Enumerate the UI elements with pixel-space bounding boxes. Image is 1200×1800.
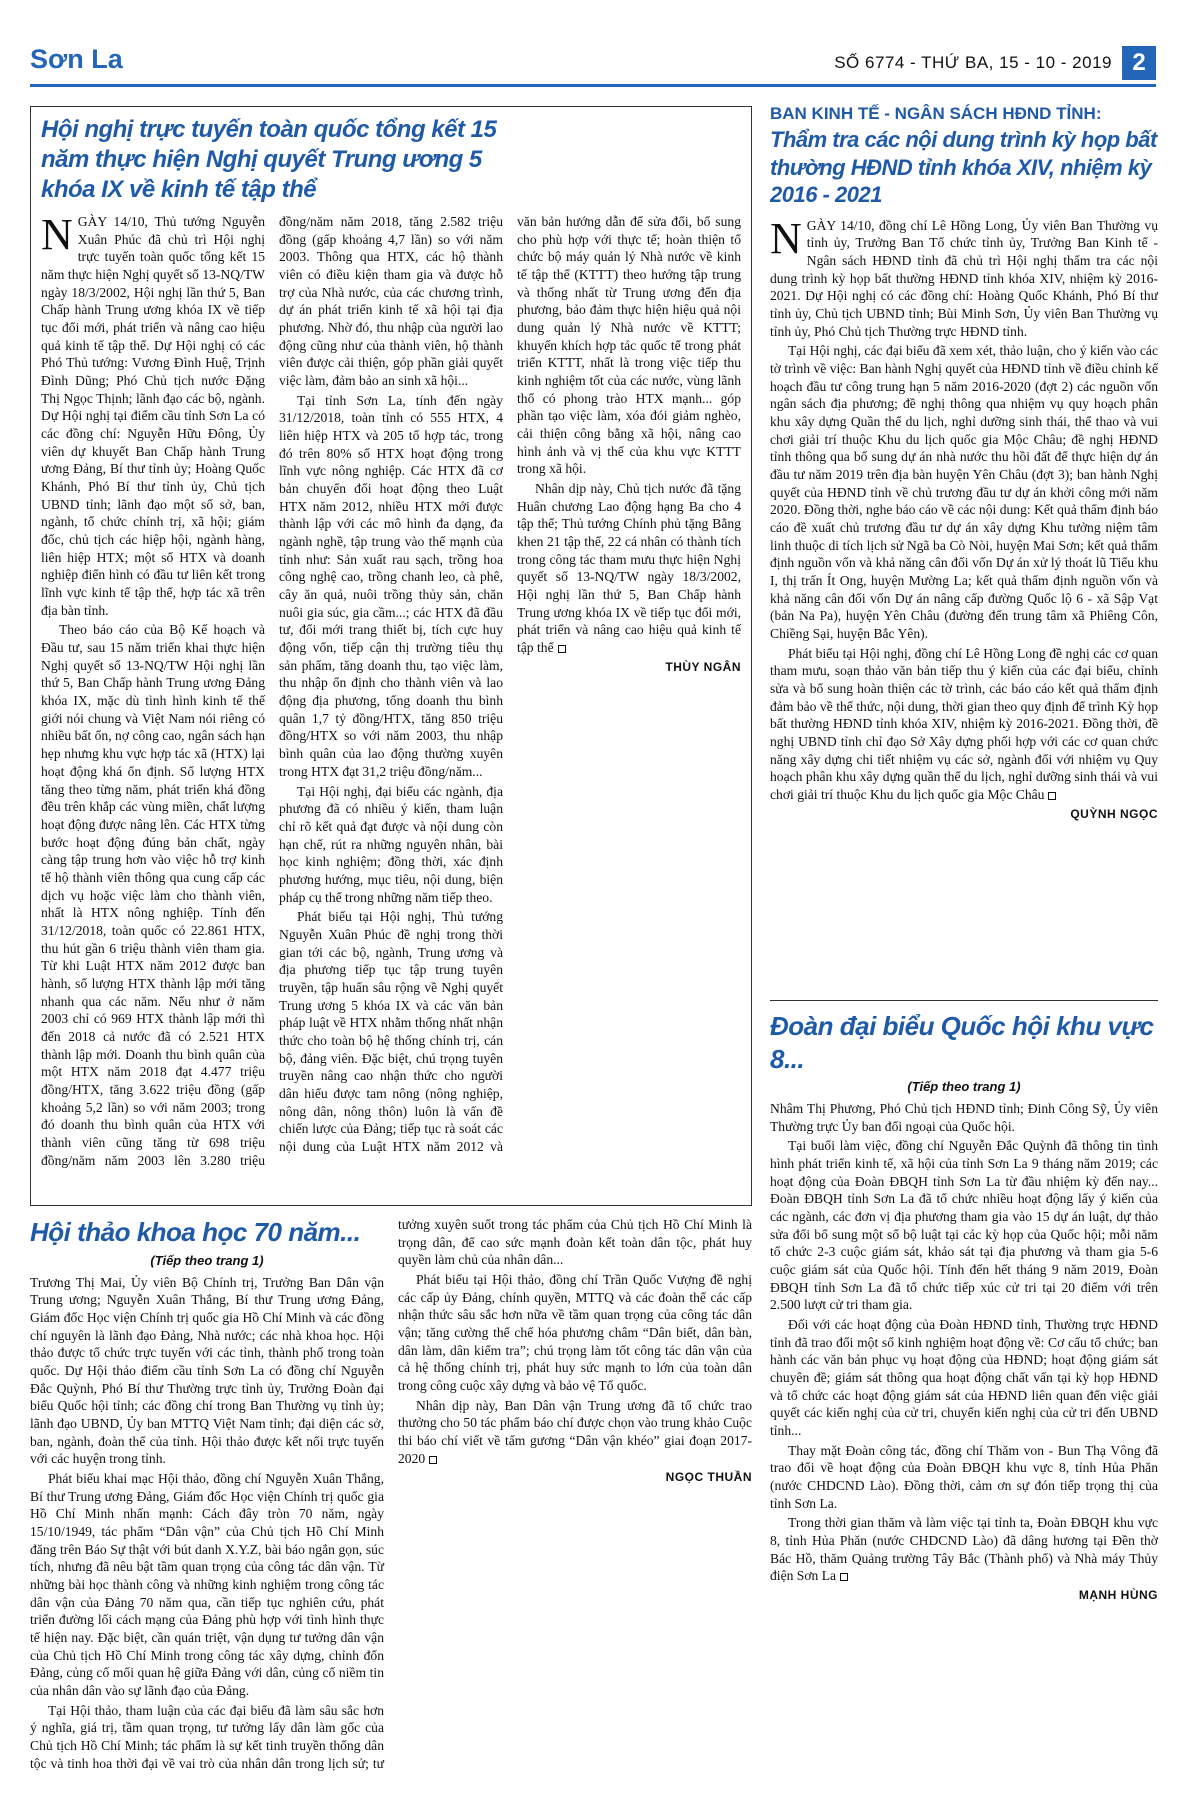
article-hdnd-body xyxy=(770,213,1158,821)
section-name: Sơn La xyxy=(30,44,123,74)
article-ktt-paragraph: Tại Hội nghị, đại biểu các ngành, địa phương đã có nhiều ý kiến, tham luận chỉ rõ kết quả đạt được và nội dung còn hạn chế, rút ra những nguyên nhân, bài học kinh nghiệm; đồng thời, xác định phương hướng, mục tiêu, nội dung, biện pháp cụ thể trong những năm tiếp theo. xyxy=(279,783,503,905)
masthead xyxy=(30,44,1156,90)
article-ktt-body xyxy=(41,210,741,1173)
article-dbqh-paragraph: Đối với các hoạt động của Đoàn HĐND tỉnh, Thường trực HĐND tỉnh đã trao đổi một số kinh nghiệm hoạt động về: Cơ cấu tổ chức; ban hành các văn bản phục vụ hoạt động của HĐND; hoạt động giám sát chuyên đề; giám sát thông qua hoạt động chất vấn tại kỳ họp HĐND và tổ chức các hoạt động giám sát của HĐND liên quan đến việc giải quyết các kiến nghị của cử tri, chuyển kiến nghị của cử tri đến UBND tỉnh... xyxy=(770,1317,1158,1439)
dropcap: N xyxy=(770,213,802,263)
masthead-rule xyxy=(30,84,1156,87)
article-dan-van-body xyxy=(30,1216,752,1776)
article-dbqh-paragraph: Thay mặt Đoàn công tác, đồng chí Thăm von - Bun Thạ Vông đã trao đổi về hoạt động của Đoàn ĐBQH khu vực 8, tỉnh Hủa Phăn (nước CHDCND Lào). Đồng thời, cảm ơn sự đón tiếp trọng thị của tỉnh Sơn La. xyxy=(770,1442,1158,1511)
article-ktt xyxy=(30,106,752,1206)
article-dan-van-paragraph: Trương Thị Mai, Ủy viên Bộ Chính trị, Trưởng Ban Dân vận Trung ương; Nguyễn Xuân Thắng, Bí thư Trung ương Đảng, Giám đốc Học viện Chính trị quốc gia Hồ Chí Minh và các đồng chí nguyên là lãnh đạo Đảng, Nhà nước; các nhà khoa học. Hội thảo được tổ chức trực tuyến với các tỉnh, thành phố trong toàn quốc. Dự Hội thảo điểm cầu tỉnh Sơn La có đồng chí Nguyễn Đắc Quỳnh, Phó Bí thư Thường trực tỉnh ủy, Trưởng Đoàn đại biểu Quốc hội tỉnh; các đồng chí trong Ban Thường vụ tỉnh ủy; lãnh đạo UBND, Ủy ban MTTQ Việt Nam tỉnh; đại diện các sở, ban, ngành, đoàn thể của tỉnh. Hội thảo được kết nối trực tuyến với các huyện trong tỉnh. xyxy=(30,1274,384,1467)
article-dbqh-headline: Đoàn đại biểu Quốc hội khu vực 8... xyxy=(770,1011,1154,1074)
issue-info xyxy=(834,46,1156,80)
article-hdnd-paragraph: NGÀY 14/10, đồng chí Lê Hồng Long, Ủy viên Ban Thường vụ tỉnh ủy, Trưởng Ban Tổ chức tỉnh ủy, Trưởng Ban Kinh tế - Ngân sách HĐND tỉnh đã chủ trì Hội nghị thẩm tra các nội dung trình kỳ họp bất thường HĐND tỉnh khóa XIV, nhiệm kỳ 2016-2021. Dự Hội nghị có các đồng chí: Hoàng Quốc Khánh, Phó Bí thư tỉnh ủy, Chủ tịch UBND tỉnh; Bùi Minh Sơn, Ủy viên Ban Thường vụ tỉnh ủy, Phó Chủ tịch Thường trực HĐND tỉnh. xyxy=(770,213,1158,339)
divider xyxy=(770,1000,1158,1001)
article-dan-van-headline: Hội thảo khoa học 70 năm... xyxy=(30,1217,361,1247)
continued-note: (Tiếp theo trang 1) xyxy=(150,1252,264,1268)
article-dbqh-paragraph: Tại buổi làm việc, đồng chí Nguyễn Đắc Quỳnh đã thông tin tình hình phát triển kinh tế, xã hội của tỉnh Sơn La 9 tháng năm 2019; các hoạt động của Đoàn ĐBQH tỉnh Sơn La từ đầu nhiệm kỳ đến nay... Đoàn ĐBQH tỉnh Sơn La đã tổ chức nhiều hoạt động lấy ý kiến của các ngành, các đơn vị địa phương tham gia vào 15 dự án luật, dự thảo sửa đổi bổ sung một số bộ luật tại các kỳ họp của Quốc hội; mỗi năm tổ chức 2-3 cuộc giám sát, khảo sát tại địa phương và tham gia 5-6 cuộc giám sát của Quốc hội. Tính đến hết tháng 9 năm 2019, Đoàn ĐBQH tỉnh Sơn La đã tổ chức tiếp xúc cử tri tại 20 điểm với trên 2.500 lượt cử tri tham gia. xyxy=(770,1138,1158,1313)
end-mark-icon xyxy=(429,1456,437,1464)
article-hdnd xyxy=(770,104,1158,1004)
article-dan-van-paragraph: Phát biểu khai mạc Hội thảo, đồng chí Nguyễn Xuân Thắng, Bí thư Trung ương Đảng, Giám đốc Học viện Chính trị quốc gia Hồ Chí Minh nhấn mạnh: Cách đây tròn 70 năm, ngày 15/10/1949, tác phẩm “Dân vận” của Chủ tịch Hồ Chí Minh đăng trên Báo Sự thật với bút danh X.Y.Z, bài báo ngắn gọn, súc tích, nhưng đã nêu bật tầm quan trọng của công tác dân vận. Từ những bài học thành công và những kinh nghiệm trong công tác dân vận của Đảng 70 năm qua, cần tiếp tục nghiên cứu, phát triển đường lối cách mạng của Đảng phù hợp với tình hình thực tế hiện nay. Đặc biệt, cần quán triệt, vận dụng tư tưởng dân vận của Chủ tịch Hồ Chí Minh trong công tác xây dựng, chỉnh đốn Đảng, củng cố mối quan hệ giữa Đảng với dân, củng cố niềm tin của nhân dân vào sự lãnh đạo của Đảng. xyxy=(30,1470,384,1698)
article-hdnd-kicker: BAN KINH TẾ - NGÂN SÁCH HĐND TỈNH: xyxy=(770,104,1102,123)
article-hdnd-headline: Thẩm tra các nội dung trình kỳ họp bất thường HĐND tỉnh khóa XIV, nhiệm kỳ 2016 - 2021 xyxy=(770,127,1157,207)
article-ktt-byline: THÙY NGÂN xyxy=(665,659,741,674)
article-dbqh-paragraph: Nhâm Thị Phương, Phó Chủ tịch HĐND tỉnh; Đinh Công Sỹ, Ủy viên Thường trực Ủy ban đối ngoại của Quốc hội. xyxy=(770,1101,1158,1134)
article-dan-van-paragraph: Nhân dịp này, Ban Dân vận Trung ương đã tổ chức trao thưởng cho 50 tác phẩm báo chí được chọn vào trung khảo Cuộc thi báo chí viết về tấm gương “Dân vận khéo” giai đoạn 2017-2020 xyxy=(398,1397,752,1466)
article-dbqh-paragraph: Trong thời gian thăm và làm việc tại tỉnh ta, Đoàn ĐBQH khu vực 8, tỉnh Hủa Phăn (nước CHDCND Lào) đã dâng hương tại Đền thờ Bác Hồ, thăm Quảng trường Tây Bắc (Thành phố) và Nhà máy Thủy điện Sơn La xyxy=(770,1515,1158,1584)
article-dan-van-paragraph: Tại Hội thảo, tham luận của các đại biểu đã làm sâu sắc hơn ý nghĩa, giá trị, tầm quan trọng, tư tưởng lấy dân làm gốc của Chủ tịch Hồ Chí Minh; tác phẩm là sự kết tinh truyền thống dân tộc và tinh hoa thời đại về vai trò của nhân dân trong lịch sử; tư tưởng xuyên suốt trong tác phẩm của Chủ tịch Hồ Chí Minh là trọng dân, để cao sức mạnh đoàn kết toàn dân tộc, phát huy quyền làm chủ của nhân dân... xyxy=(30,1217,752,1771)
article-dan-van xyxy=(30,1216,752,1780)
article-ktt-headline: Hội nghị trực tuyến toàn quốc tổng kết 15 năm thực hiện Nghị quyết Trung ương 5 khóa IX về kinh tế tập thể xyxy=(41,116,497,203)
article-ktt-paragraph: Tại tỉnh Sơn La, tính đến ngày 31/12/2018, toàn tỉnh có 555 HTX, 4 liên hiệp HTX và 205 tổ hợp tác, trong đó trên 80% số HTX hoạt động trong lĩnh vực nông nghiệp. Các HTX đã cơ bản chuyển đổi hoạt động theo Luật HTX năm 2012, nhiều HTX mới được thành lập với các mô hình đa dạng, đa ngành nghề, tập trung vào thế mạnh của tỉnh như: Sản xuất rau sạch, trồng hoa công nghệ cao, trồng chanh leo, cà phê, cây ăn quả, nuôi trồng thủy sản, chăn nuôi gia súc, gia cầm...; các HTX đã đầu tư, đổi mới trang thiết bị, tích cực huy động vốn, tiếp cận thị trường tiêu thụ sản phẩm, tăng doanh thu, tạo việc làm, thu nhập ổn định cho thành viên và lao động địa phương, tổng doanh thu bình quân 1,7 tỷ đồng/HTX, tăng 850 triệu đồng/HTX so với năm 2003, thu nhập bình quân của lao động thường xuyên trong HTX đạt 31,2 triệu đồng/năm... xyxy=(279,392,503,779)
article-dbqh xyxy=(770,1010,1158,1780)
article-dan-van-byline: NGỌC THUẦN xyxy=(665,1470,752,1485)
article-ktt-paragraph: Phát biểu tại Hội nghị, Thủ tướng Nguyễn Xuân Phúc đề nghị trong thời gian tới các bộ, ngành, Trung ương và địa phương tiếp tục tập trung tuyên truyền, tập huấn sâu rộng về Nghị quyết Trung ương 5 khóa IX và các văn bản pháp luật về HTX nhằm thống nhất nhận thức cho toàn bộ hệ thống chính trị, cán bộ, đảng viên. Đặc biệt, chú trọng tuyên truyền nâng cao nhận thức cho người dân hiểu được tam nông (nông nghiệp, nông dân, nông thôn) luôn là vấn đề chiến lược của Đảng; tiếp tục rà soát các nội dung của Luật HTX năm 2012 và văn bản hướng dẫn để sửa đổi, bổ sung cho phù hợp với thực tế; hoàn thiện tổ chức bộ máy quản lý Nhà nước về kinh tế tập thể (KTTT) theo hướng tập trung và thống nhất từ Trung ương đến địa phương, bảo đảm thực hiện hiệu quả nội dung quản lý Nhà nước về KTTT; khuyến khích hợp tác quốc tế trong phát triển KTTT, nhất là trong việc tiếp thu kinh nghiệm tốt của các nước, vùng lãnh thổ có phong trào HTX mạnh... góp phần tạo việc làm, xóa đói giảm nghèo, cải thiện công bằng xã hội, nâng cao hình ảnh và vị thế của khu vực KTTT trong xã hội. xyxy=(279,214,741,1154)
continued-note: (Tiếp theo trang 1) xyxy=(907,1079,1021,1094)
article-dbqh-byline: MẠNH HÙNG xyxy=(1078,1588,1158,1603)
page-number: 2 xyxy=(1122,46,1156,80)
article-hdnd-paragraph: Phát biểu tại Hội nghị, đồng chí Lê Hồng Long đề nghị các cơ quan tham mưu, soạn thảo văn bản tiếp thu ý kiến của các đại biểu, chỉnh sửa và bổ sung hoàn thiện các tờ trình, các báo cáo kết quả thẩm định đảm bảo về thể thức, nội dung, thời gian theo quy định để trình Kỳ họp bất thường HĐND tỉnh khóa XIV, nhiệm kỳ 2016-2021. Đồng thời, đề nghị UBND tỉnh chỉ đạo Sở Xây dựng phối hợp với các cơ quan chức năng xây dựng chi tiết nhiệm vụ các sở, ngành đối với nhiệm vụ Quy hoạch phân khu xây dựng quần thể du lịch, nghỉ dưỡng sinh thái và vui chơi giải trí thuộc Khu du lịch quốc gia Mộc Châu xyxy=(770,645,1158,802)
end-mark-icon xyxy=(840,1573,848,1581)
article-ktt-paragraph: NGÀY 14/10, Thủ tướng Nguyễn Xuân Phúc đã chủ trì Hội nghị trực tuyến toàn quốc tổng kết 15 năm thực hiện Nghị quyết số 13-NQ/TW ngày 18/3/2002, Hội nghị lần thứ 5, Ban Chấp hành Trung ương khóa IX về tiếp tục đổi mới, phát triển và nâng cao hiệu quả kinh tế tập thể. Dự Hội nghị có các Phó Thủ tướng: Vương Đình Huệ, Trịnh Đình Dũng; Phó Chủ tịch nước Đặng Thị Ngọc Thịnh; lãnh đạo các bộ, ngành. Dự Hội nghị tại điểm cầu tỉnh Sơn La có các đồng chí: Nguyễn Hữu Đông, Ủy viên dự khuyết Ban Chấp hành Trung ương Đảng, Bí thư tỉnh ủy; Hoàng Quốc Khánh, Phó Bí thư tỉnh ủy, Chủ tịch UBND tỉnh; lãnh đạo một số sở, ban, ngành, tổ chức chính trị, xã hội; giám đốc, chủ tịch các hiệp hội, ngành hàng, liên hiệp HTX; một số HTX và doanh nghiệp điển hình có đầu tư liên kết trong lĩnh vực kinh tế tập thể, hợp tác xã trên địa bàn tỉnh. xyxy=(41,210,265,618)
article-hdnd-paragraph: Tại Hội nghị, các đại biểu đã xem xét, thảo luận, cho ý kiến vào các tờ trình về việc: Ban hành Nghị quyết của HĐND tỉnh về điều chỉnh kế hoạch đầu tư công trung hạn 5 năm 2016-2020 (đợt 2) các nguồn vốn ngân sách địa phương; đề nghị thông qua nhiệm vụ quy hoạch phân khu xây dựng Quần thể du lịch, nghỉ dưỡng sinh thái, thể thao và vui chơi giải trí thuộc Khu du lịch quốc gia Mộc Châu; đề nghị HĐND tỉnh thông qua bổ sung dự án nhà nước thu hồi đất để thực hiện dự án đầu tư năm 2019 trên địa bàn huyện Yên Châu (đợt 3); ban hành Nghị quyết của HĐND tỉnh về chủ trương đầu tư dự án khởi công mới năm 2020. Đồng thời, nghe báo cáo về các nội dung: Kết quả thẩm định báo cáo đề xuất chủ trương đầu tư dự án xây dựng Khu tưởng niệm tâm linh thuộc di tích lịch sử Ngã ba Cò Nòi, huyện Mai Sơn; kết quả thẩm định nguồn vốn và khả năng cân đối vốn Dự án xử lý thoát lũ Tiểu khu I, thị trấn Ít Ong, huyện Mường La; kết quả thẩm định nguồn vốn và khả năng cân đối vốn Dự án nâng cấp đường Quốc lộ 6 - xã Sập Vạt (bản Na Pa), huyện Yên Châu (đường đến trung tâm xã Phiêng Côn, Chiềng Sại, huyện Bắc Yên). xyxy=(770,343,1158,641)
article-hdnd-byline: QUỲNH NGỌC xyxy=(1070,806,1158,821)
end-mark-icon xyxy=(1048,792,1056,800)
dropcap: N xyxy=(41,210,73,259)
article-ktt-paragraph: Nhân dịp này, Chủ tịch nước đã tặng Huân chương Lao động hạng Ba cho 4 tập thể; Thủ tướng Chính phủ tặng Bằng khen 21 tập thể, 22 cá nhân có thành tích trong công tác tham mưu thực hiện Nghị quyết số 13-NQ/TW ngày 18/3/2002, Hội nghị lần thứ 5, Ban Chấp hành Trung ương khóa IX về tiếp tục đổi mới, phát triển và nâng cao hiệu quả kinh tế tập thể xyxy=(517,481,741,656)
article-ktt-paragraph: Theo báo cáo của Bộ Kế hoạch và Đầu tư, sau 15 năm triển khai thực hiện Nghị quyết số 13-NQ/TW Hội nghị lần thứ 5, Ban Chấp hành Trung ương Đảng khóa IX, mặc dù tình hình kinh tế thế giới nói chung và Việt Nam nói riêng có nhiều bất ổn, nợ công cao, ngân sách hạn hẹp nhưng khu vực hợp tác xã (HTX) lại hoạt động khá ổn định. Số lượng HTX tăng theo từng năm, phát triển khá đồng đều trên khắp các vùng miền, chất lượng hoạt động được nâng lên. Các HTX từng bước hoạt động đúng bản chất, ngày càng tập trung hơn vào việc hỗ trợ kinh tế hộ thành viên thông qua cung cấp các dịch vụ hoặc việc làm cho thành viên, nhất là HTX nông nghiệp. Tính đến 31/12/2018, toàn quốc có 22.861 HTX, thu hút gần 6 triệu thành viên tham gia. Từ khi Luật HTX năm 2012 được ban hành, số lượng HTX thành lập mới tăng nhanh qua các năm. Nếu như ở năm 2003 chỉ có 969 HTX thành lập mới thì đến 2018 cả nước đã có 2.521 HTX thành lập mới. Doanh thu bình quân của một HTX năm 2018 đạt 4.477 triệu đồng/HTX, tăng 3.622 triệu đồng (gấp khoảng 5,2 lần) so với năm 2003; trong đó doanh thu bình quân của HTX với thành viên cũng tăng từ 698 triệu đồng/năm năm 2003 lên 3.280 triệu đồng/năm năm 2018, tăng 2.582 triệu đồng (gấp khoảng 4,7 lần) so với năm 2003. Thông qua HTX, các hộ thành viên có điều kiện tham gia và được hỗ trợ của Nhà nước, của các chương trình, dự án phát triển kinh tế xã hội tại địa phương. Nhờ đó, thu nhập của người lao động cũng như của thành viên, hộ thành viên được cải thiện, góp phần giải quyết việc làm, đảm bảo an sinh xã hội... xyxy=(41,214,503,1168)
end-mark-icon xyxy=(558,645,566,653)
issue-date: SỐ 6774 - THỨ BA, 15 - 10 - 2019 xyxy=(834,53,1112,72)
article-dan-van-paragraph: Phát biểu tại Hội thảo, đồng chí Trần Quốc Vượng đề nghị các cấp ủy Đảng, chính quyền, MTTQ và các đoàn thể các cấp nhận thức sâu sắc hơn nữa về tầm quan trọng của công tác dân vận; tăng cường thể chế hóa phương châm “Dân biết, dân bàn, dân làm, dân kiểm tra”; chú trọng làm tốt công tác dân vận của cả hệ thống chính trị, phát huy sức mạnh to lớn của toàn dân trong công cuộc xây dựng và bảo vệ Tổ quốc. xyxy=(398,1272,752,1394)
article-dbqh-body xyxy=(770,1100,1158,1602)
